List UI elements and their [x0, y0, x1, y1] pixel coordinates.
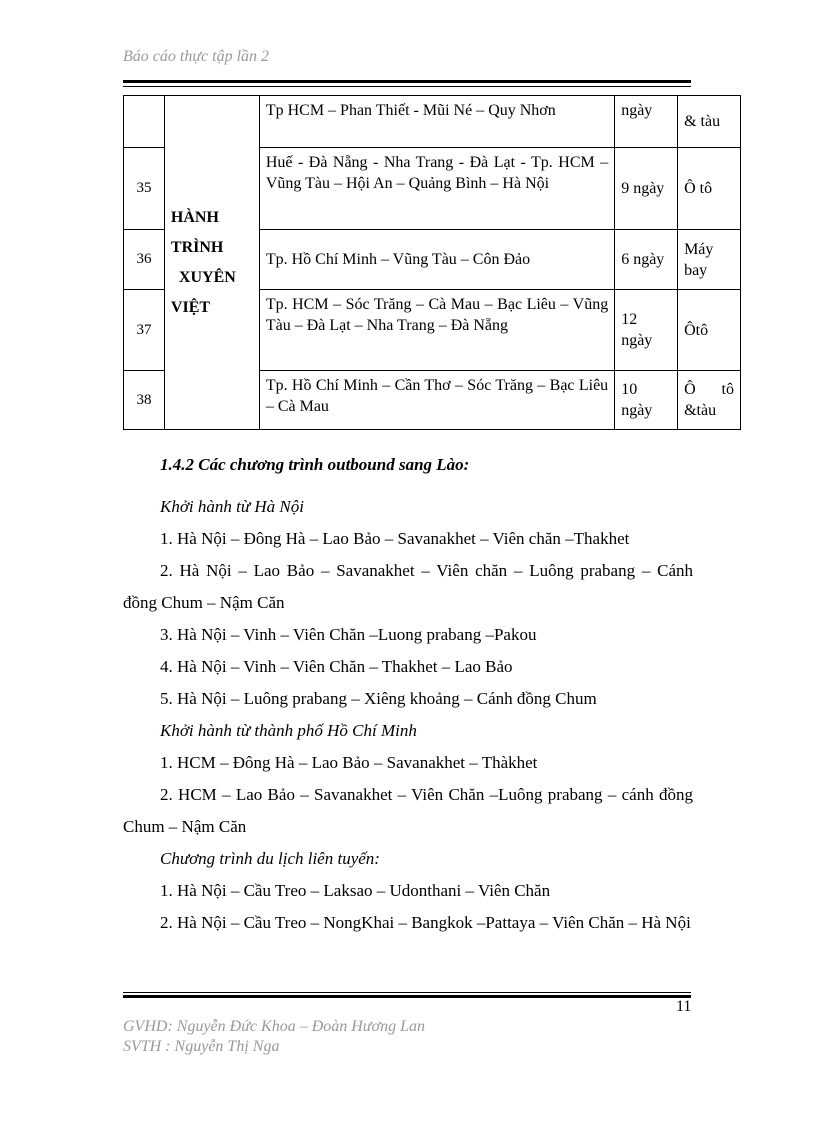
row-number: 37 — [124, 290, 165, 371]
list-item: 2. Hà Nội – Lao Bảo – Savanakhet – Viên chăn – Luông prabang – Cánh đồng Chum – Nậm Căn — [123, 561, 693, 612]
route-cell: Tp HCM – Phan Thiết - Mũi Né – Quy Nhơn — [259, 96, 614, 148]
group-label-line: TRÌNH — [170, 238, 224, 256]
header-rule-thin — [123, 86, 691, 87]
row-number: 38 — [124, 371, 165, 430]
transport-cell: Ôtô — [678, 290, 741, 371]
footer-rule-thick — [123, 995, 691, 998]
days-cell: ngày — [615, 96, 678, 148]
group-label-line: XUYÊN — [178, 268, 236, 286]
header-rule-thick — [123, 80, 691, 83]
subheading-multi-route: Chương trình du lịch liên tuyến: — [160, 849, 380, 868]
footer-advisor: GVHD: Nguyễn Đức Khoa – Đoàn Hương Lan — [123, 1018, 425, 1035]
list-item: 5. Hà Nội – Luông prabang – Xiêng khoảng – Cánh đồng Chum — [160, 689, 597, 708]
row-number: 36 — [124, 230, 165, 290]
transport-cell: Máy bay — [678, 230, 741, 290]
transport-cell: Ô tô — [678, 148, 741, 230]
days-cell: 9 ngày — [615, 148, 678, 230]
subheading-from-hanoi: Khởi hành từ Hà Nội — [160, 497, 304, 516]
list-item: 2. HCM – Lao Bảo – Savanakhet – Viên Chăn –Luông prabang – cánh đồng Chum – Nậm Căn — [123, 785, 693, 836]
running-header: Báo cáo thực tập lần 2 — [123, 48, 270, 65]
footer-rule-thin — [123, 992, 691, 993]
table-row — [124, 96, 741, 148]
days-cell: 10 ngày — [615, 371, 678, 430]
section-title: 1.4.2 Các chương trình outbound sang Lào: — [160, 455, 470, 474]
row-number: 35 — [124, 148, 165, 230]
list-item: 3. Hà Nội – Vinh – Viên Chăn –Luong prabang –Pakou — [160, 625, 537, 644]
subheading-from-hcm: Khởi hành từ thành phố Hồ Chí Minh — [160, 721, 417, 740]
transport-cell: & tàu — [678, 96, 741, 148]
list-item: 1. Hà Nội – Đông Hà – Lao Bảo – Savanakhet – Viên chăn –Thakhet — [160, 529, 630, 548]
route-cell: Tp. Hồ Chí Minh – Vũng Tàu – Côn Đảo — [259, 230, 614, 290]
days-cell: 6 ngày — [615, 230, 678, 290]
row-number — [124, 96, 165, 148]
transport-cell: Ô tô &tàu — [678, 371, 741, 430]
list-item: 2. Hà Nội – Cầu Treo – NongKhai – Bangkok –Pattaya – Viên Chăn – Hà Nội — [160, 913, 691, 932]
days-cell: 12 ngày — [615, 290, 678, 371]
section-body — [123, 491, 693, 939]
group-label-line: HÀNH — [170, 208, 219, 226]
route-cell: Tp. HCM – Sóc Trăng – Cà Mau – Bạc Liêu – Vũng Tàu – Đà Lạt – Nha Trang – Đà Nẵng — [259, 290, 614, 371]
group-label — [164, 96, 259, 430]
route-cell: Tp. Hồ Chí Minh – Cần Thơ – Sóc Trăng – Bạc Liêu – Cà Mau — [259, 371, 614, 430]
route-cell: Huế - Đà Nẵng - Nha Trang - Đà Lạt - Tp. HCM – Vũng Tàu – Hội An – Quảng Bình – Hà Nội — [259, 148, 614, 230]
footer-student: SVTH : Nguyễn Thị Nga — [123, 1038, 280, 1055]
page-number: 11 — [676, 998, 692, 1015]
list-item: 4. Hà Nội – Vinh – Viên Chăn – Thakhet – Lao Bảo — [160, 657, 513, 676]
tour-table — [123, 95, 741, 430]
group-label-line: VIỆT — [170, 298, 211, 316]
list-item: 1. HCM – Đông Hà – Lao Bảo – Savanakhet – Thàkhet — [160, 753, 538, 772]
list-item: 1. Hà Nội – Cầu Treo – Laksao – Udonthani – Viên Chăn — [160, 881, 551, 900]
